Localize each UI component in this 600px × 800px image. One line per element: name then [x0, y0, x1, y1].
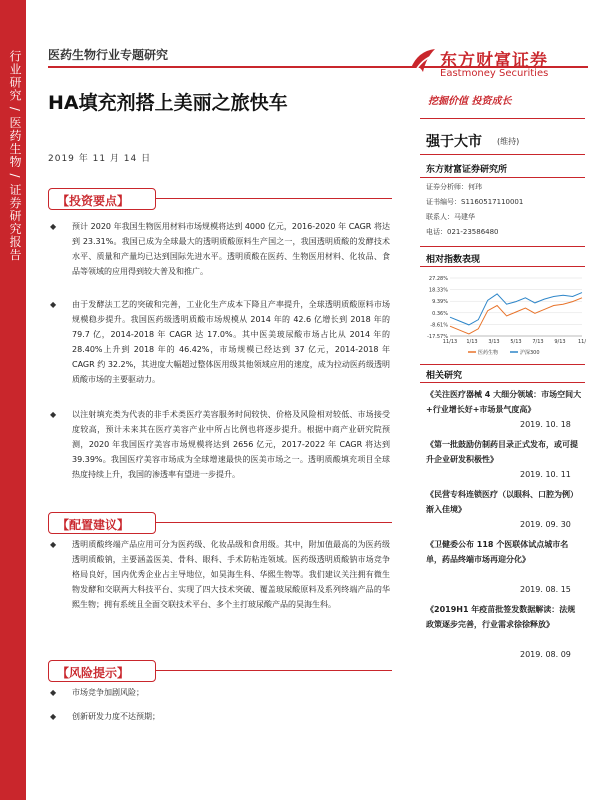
- risk-item-1: 市场竞争加剧风险；: [72, 688, 144, 697]
- related-report-title[interactable]: 《卫健委公布 118 个医联体试点城市名单，药品终端市场再迎分化》: [426, 540, 569, 564]
- allocation-paragraph: 透明质酸终端产品应用可分为医药级、化妆品级和食用级。其中，附加值最高的为医药级透明质酸钠，主要涵盖医美、骨科、眼科、手术防粘连领域。医药级透明质酸钠市场竞争格局良好，国内优秀企业占主导地位，如昊海生科、华熙生物等。我们建议关注拥有微生物发酵和交联两大科技平台、实现了四大技术突破、覆盖玻尿酸原料及系列终端产品的华熙生物；拥有系统且全面交联技术平台、多个主打玻尿酸产品的昊海生科。: [72, 540, 390, 609]
- report-type-label: 医药生物行业专题研究: [48, 48, 169, 62]
- chart-series-line: [450, 298, 582, 334]
- chart-y-tick-label: -8.61%: [430, 322, 448, 329]
- chart-legend-label: 医药生物: [478, 350, 499, 356]
- analyst-name: 证券分析师：何玮: [426, 183, 482, 191]
- bullet-icon: ◆: [50, 688, 57, 697]
- chart-y-tick-label: 27.28%: [428, 276, 448, 282]
- chart-x-tick-label: 11/13: [442, 339, 458, 345]
- research-institute-heading: 东方财富证券研究所: [426, 165, 508, 175]
- rating-note: (维持): [497, 137, 520, 146]
- chart-series-line: [450, 293, 582, 325]
- bullet-icon: ◆: [50, 540, 57, 549]
- chart-heading-divider: [420, 266, 585, 267]
- section-rule-allocation: [156, 522, 392, 523]
- related-report-date: 2019. 10. 11: [520, 470, 571, 479]
- eastmoney-logo: [408, 44, 558, 88]
- investment-paragraph-1: 预计 2020 年我国生物医用材料市场规模将达到 4000 亿元，2016-2020 年 CAGR 将达到 23.31%。我国已成为全球最大的透明质酸原料生产国之一，我国透明质酸的发酵技术水平、质量和产量均已达到国际先进水平。透明质酸在医药、生物医用材料、化妆品、食品等领域的应用得到较大普及和推广。: [72, 222, 390, 276]
- chart-x-tick-label: 5/13: [510, 339, 522, 345]
- institute-divider: [420, 177, 585, 178]
- sidebar-category-text: 行业研究 / 医药生物 / 证券研究报告: [8, 50, 22, 262]
- right-column-top-rule: [420, 118, 585, 119]
- index-chart-heading: 相对指数表现: [426, 255, 481, 265]
- related-report-date: 2019. 08. 15: [520, 585, 571, 594]
- section-investment-points: [48, 188, 156, 210]
- chart-x-tick-label: 3/13: [488, 339, 500, 345]
- related-top-divider: [420, 364, 585, 365]
- chart-top-divider: [420, 246, 585, 247]
- related-report-title[interactable]: 《2019H1 年疫苗批签发数据解读：法规政策逐步完善，行业需求徐徐释放》: [426, 605, 576, 629]
- brand-name-en: Eastmoney Securities: [440, 68, 549, 79]
- chart-x-tick-label: 9/13: [554, 339, 566, 345]
- brand-name-cn: 东方财富证券: [440, 51, 548, 71]
- chart-y-tick-label: 9.39%: [432, 299, 448, 306]
- brand-slogan: 挖掘价值 投资成长: [428, 96, 512, 107]
- chart-x-tick-label: 11/: [577, 339, 586, 345]
- section-risks: [48, 660, 156, 682]
- chart-x-tick-label: 7/13: [532, 339, 544, 345]
- bullet-icon: ◆: [50, 300, 57, 309]
- risk-item-2: 创新研发力度不达预期；: [72, 712, 160, 721]
- rating-label: 强于大市: [426, 134, 482, 150]
- analyst-cert-number: 证书编号：S1160517110001: [426, 198, 524, 206]
- section-title-risks: 【风险提示】: [57, 666, 130, 680]
- bullet-icon: ◆: [50, 712, 57, 721]
- section-title-allocation: 【配置建议】: [57, 518, 130, 532]
- section-rule-risks: [156, 670, 392, 671]
- rating-divider: [420, 154, 585, 155]
- section-allocation: [48, 512, 156, 534]
- chart-y-tick-label: 18.33%: [428, 287, 448, 294]
- eastmoney-logo-icon: [408, 46, 438, 76]
- related-report-date: 2019. 09. 30: [520, 520, 571, 529]
- investment-paragraph-3: 以注射填充类为代表的非手术类医疗美容服务时间较快、价格及风险相对较低、市场接受度较高，预计未来其在医疗美容产业中所占比例也将逐步提升。根据中商产业研究院预测，2020 年我国医疗美容市场规模将达到 2656 亿元，2017-2022 年 CAGR 将达到 39.39%。我国医疗美容市场成为全球增速最快的医美市场之一。透明质酸填充项目全球热度持续上升，我国的渗透率有望进一步提升。: [72, 410, 390, 479]
- contact-phone: 电话：021-23586480: [426, 228, 499, 236]
- chart-legend-label: 沪深300: [520, 350, 540, 356]
- related-report-title[interactable]: 《第一批鼓励仿制药目录正式发布，或可提升企业研发积极性》: [426, 440, 578, 464]
- relative-index-chart: [420, 272, 586, 360]
- related-report-date: 2019. 10. 18: [520, 420, 571, 429]
- bullet-icon: ◆: [50, 410, 57, 419]
- chart-x-tick-label: 1/13: [466, 339, 478, 345]
- related-report-title[interactable]: 《民营专科连锁医疗（以眼科、口腔为例）渐入佳境》: [426, 490, 578, 514]
- section-rule-investment: [156, 198, 392, 199]
- chart-y-tick-label: 0.36%: [432, 310, 448, 317]
- chart-y-tick-label: -17.57%: [427, 334, 448, 340]
- related-heading-divider: [420, 382, 585, 383]
- report-title: HA填充剂搭上美丽之旅快车: [48, 92, 288, 114]
- investment-paragraph-2: 由于发酵法工艺的突破和完善，工业化生产成本下降且产率提升，全球透明质酸原料市场规模稳步提升。我国医药级透明质酸市场规模从 2014 年的 42.6 亿增长到 2018 年的 79.7 亿，2014-2018 年 CAGR 达 17.0%。其中医美玻尿酸市场占比从 2014 年的 28.40%上升到 2018 年的 46.42%，市场规模已经达到 37 亿元，2014-2018 年 CAGR 约 32.2%，其进度大幅超过整体医用级其他领域应用的速度，成为拉动医药级透明质酸市场的主要驱动力。: [72, 300, 390, 384]
- section-title-investment: 【投资要点】: [57, 194, 130, 208]
- report-date: 2019 年 11 月 14 日: [48, 154, 152, 164]
- bullet-icon: ◆: [50, 222, 57, 231]
- related-report-title[interactable]: 《关注医疗器械 4 大细分领域：市场空间大+行业增长好+市场景气度高》: [426, 390, 582, 414]
- related-research-heading: 相关研究: [426, 371, 463, 381]
- related-report-date: 2019. 08. 09: [520, 650, 571, 659]
- contact-person: 联系人：马建华: [426, 213, 475, 221]
- left-sidebar-band: [0, 0, 26, 800]
